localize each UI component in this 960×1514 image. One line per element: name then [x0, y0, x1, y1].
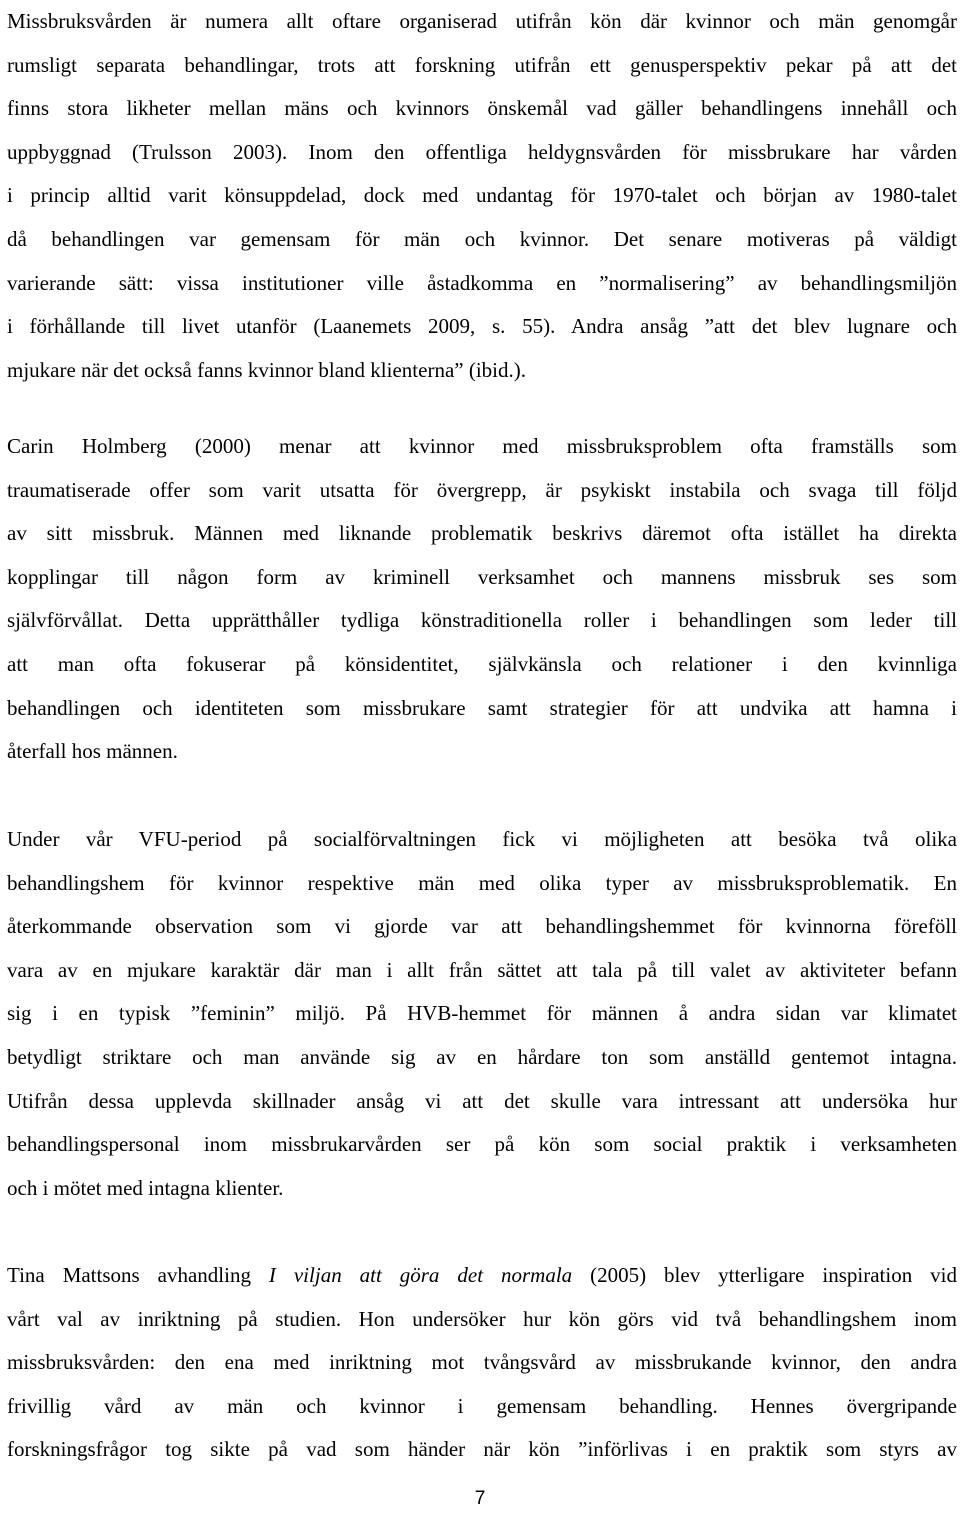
text-line: missbruksvården: den ena med inriktning mot tvångsvård av missbrukande kvinnor, den andra	[7, 1350, 957, 1375]
text-line: behandlingspersonal inom missbrukarvården ser på kön som social praktik i verksamheten	[7, 1132, 957, 1157]
text-line: av sitt missbruk. Männen med liknande problematik beskrivs däremot ofta istället ha direkta	[7, 521, 957, 546]
text-line: Missbruksvården är numera allt oftare organiserad utifrån kön där kvinnor och män genomgår	[7, 9, 957, 33]
text-line: sig i en typisk ”feminin” miljö. På HVB-hemmet för männen å andra sidan var klimatet	[7, 1001, 957, 1026]
text-line: mjukare när det också fanns kvinnor bland klienterna” (ibid.).	[7, 357, 526, 382]
page-number: 7	[474, 1488, 486, 1509]
paragraph-3	[7, 818, 957, 1210]
text-line: vårt val av inriktning på studien. Hon undersöker hur kön görs vid två behandlingshem inom	[7, 1306, 957, 1331]
text-segment: (2005) blev ytterligare inspiration vid	[572, 1263, 957, 1287]
text-line: forskningsfrågor tog sikte på vad som händer när kön ”införlivas i en praktik som styrs av	[7, 1437, 957, 1462]
paragraph-2	[7, 425, 957, 774]
text-line: kopplingar till någon form av kriminell verksamhet och mannens missbruk ses som	[7, 564, 957, 589]
text-line: självförvållat. Detta upprätthåller tydliga könstraditionella roller i behandlingen som leder till	[7, 608, 957, 633]
text-segment: Tina Mattsons avhandling	[7, 1263, 269, 1287]
text-line: traumatiserade offer som varit utsatta för övergrepp, är psykiskt instabila och svaga till följd	[7, 477, 957, 502]
text-line: att man ofta fokuserar på könsidentitet, självkänsla och relationer i den kvinnliga	[7, 651, 957, 676]
text-line: rumsligt separata behandlingar, trots att forskning utifrån ett genusperspektiv pekar på att det	[7, 52, 957, 77]
paragraph-4	[7, 1254, 957, 1472]
text-line: frivillig vård av män och kvinnor i gemensam behandling. Hennes övergripande	[7, 1393, 957, 1418]
text-line: Carin Holmberg (2000) menar att kvinnor med missbruksproblem ofta framställs som	[7, 434, 957, 458]
text-line: i princip alltid varit könsuppdelad, dock med undantag för 1970-talet och början av 1980-talet	[7, 183, 957, 208]
text-line	[7, 1254, 957, 1298]
text-line: uppbyggnad (Trulsson 2003). Inom den offentliga heldygnsvården för missbrukare har vården	[7, 139, 957, 164]
text-line: varierande sätt: vissa institutioner ville åstadkomma en ”normalisering” av behandlingsmiljön	[7, 270, 957, 295]
paragraph-1	[7, 0, 957, 392]
text-line: och i mötet med intagna klienter.	[7, 1175, 284, 1200]
text-line: behandlingshem för kvinnor respektive män med olika typer av missbruksproblematik. En	[7, 870, 957, 895]
text-line: finns stora likheter mellan mäns och kvinnors önskemål vad gäller behandlingens innehåll och	[7, 96, 957, 121]
text-line: betydligt striktare och man använde sig av en hårdare ton som anställd gentemot intagna.	[7, 1044, 957, 1069]
text-line: behandlingen och identiteten som missbrukare samt strategier för att undvika att hamna i	[7, 695, 957, 720]
text-line: återkommande observation som vi gjorde var att behandlingshemmet för kvinnorna föreföll	[7, 914, 957, 939]
text-line: Under vår VFU-period på socialförvaltningen fick vi möjligheten att besöka två olika	[7, 827, 957, 851]
text-line: vara av en mjukare karaktär där man i allt från sättet att tala på till valet av aktiviteter befann	[7, 957, 957, 982]
text-line: Utifrån dessa upplevda skillnader ansåg vi att det skulle vara intressant att undersöka hur	[7, 1088, 957, 1113]
text-line: återfall hos männen.	[7, 739, 178, 764]
text-line: i förhållande till livet utanför (Laanemets 2009, s. 55). Andra ansåg ”att det blev lugnare och	[7, 314, 957, 339]
dissertation-title: I viljan att göra det normala	[268, 1263, 573, 1287]
text-line: då behandlingen var gemensam för män och kvinnor. Det senare motiveras på väldigt	[7, 226, 957, 251]
